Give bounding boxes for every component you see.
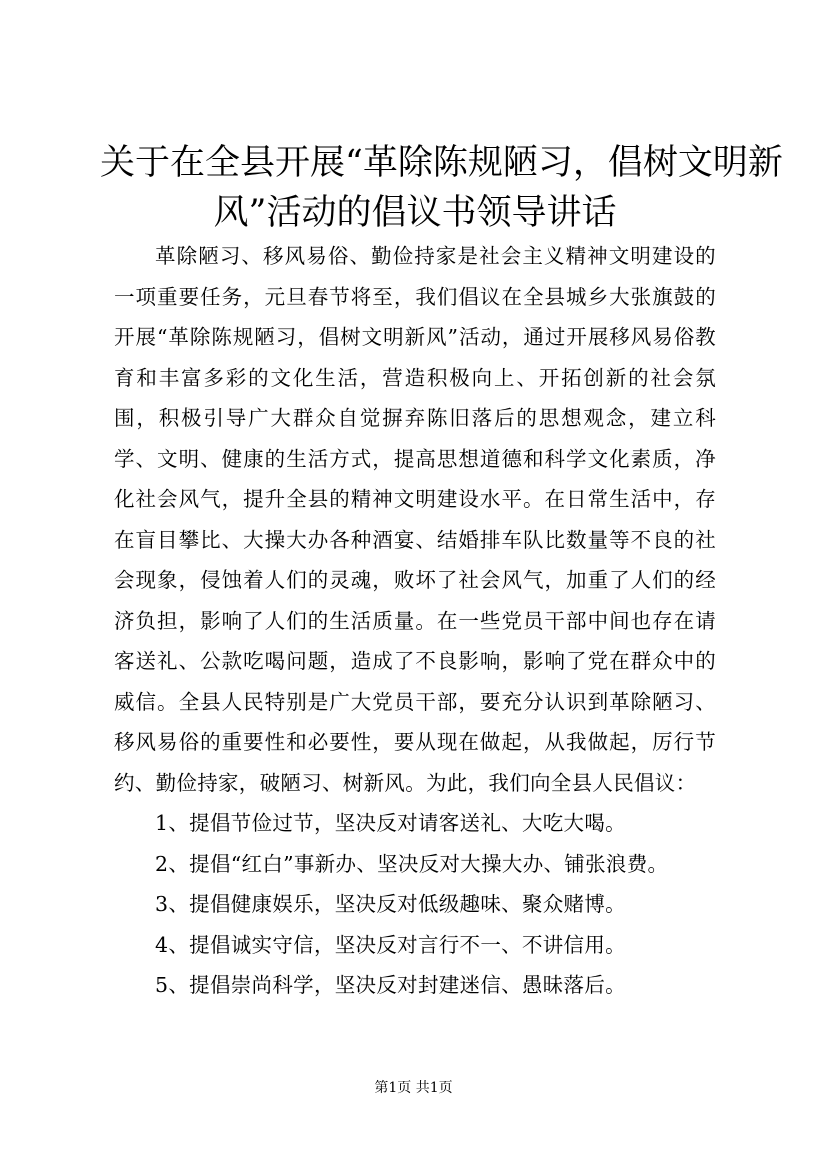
proposal-item-2: 2、提倡“红白”事新办、坚决反对大操大办、铺张浪费。 [155,851,669,876]
document-title [100,138,783,238]
body-paragraph: 革除陋习、移风易俗、勤俭持家是社会主义精神文明建设的一项重要任务，元旦春节将至，我们倡议在全县城乡大张旗鼓的开展“革除陈规陋习，倡树文明新风”活动，通过开展移风易俗教育和丰富多彩的文化生活，营造积极向上、开拓创新的社会氛围，积极引导广大群众自觉摒弃陈旧落后的思想观念，建立科学、文明、健康的生活方式，提高思想道德和科学文化素质，净化社会风气，提升全县的精神文明建设水平。在日常生活中，存在盲目攀比、大操大办各种酒宴、结婚排车队比数量等不良的社会现象，侵蚀着人们的灵魂，败坏了社会风气，加重了人们的经济负担，影响了人们的生活质量。在一些党员干部中间也存在请客送礼、公款吃喝问题，造成了不良影响，影响了党在群众中的威信。全县人民特别是广大党员干部，要充分认识到革除陋习、移风易俗的重要性和必要性，要从现在做起，从我做起，厉行节约、勤俭持家，破陋习、树新风。为此，我们向全县人民倡议： [114,244,716,795]
proposal-item-1: 1、提倡节俭过节，坚决反对请客送礼、大吃大喝。 [155,811,626,835]
document-body [114,236,716,1006]
proposal-item-4: 4、提倡诚实守信，坚决反对言行不一、不讲信用。 [155,932,626,957]
title-line-2: 风”活动的倡议书领导讲话 [213,193,617,233]
proposal-item-3: 3、提倡健康娱乐，坚决反对低级趣味、聚众赌博。 [155,892,626,916]
title-line-1: 关于在全县开展“革除陈规陋习，倡树文明新 [100,143,783,183]
page-number-footer: 第1页 共1页 [374,1080,453,1096]
proposal-item-5: 5、提倡崇尚科学，坚决反对封建迷信、愚昧落后。 [155,973,626,997]
